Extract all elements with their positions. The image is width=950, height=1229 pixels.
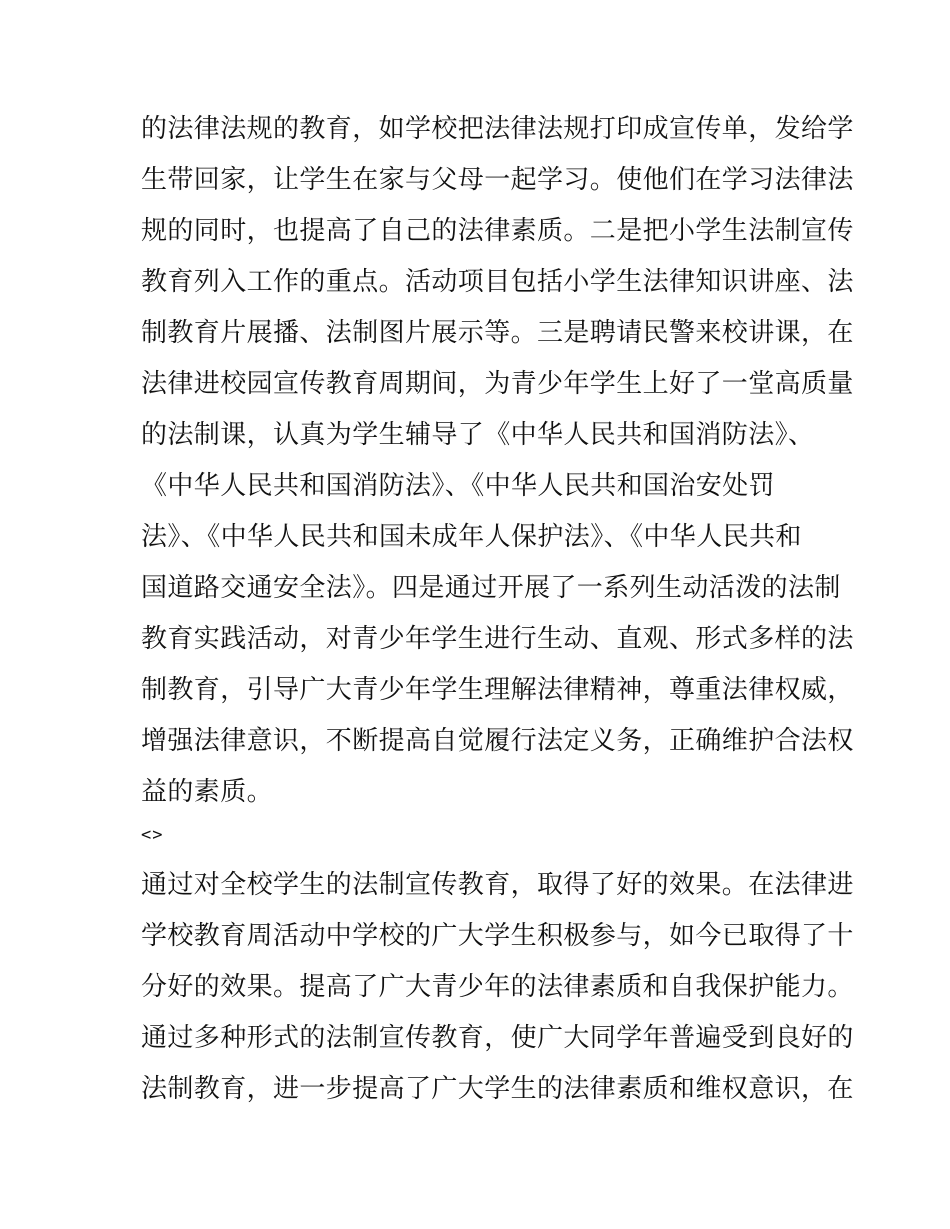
paragraph-1-line: 《中华人民共和国消防法》、《中华人民共和国治安处罚 xyxy=(141,471,776,501)
section-separator: <> xyxy=(141,825,164,845)
paragraph-1-line: 规的同时，也提高了自己的法律素质。二是把小学生法制宣传 xyxy=(141,216,854,246)
paragraph-1-line: 的法律法规的教育，如学校把法律法规打印成宣传单，发给学 xyxy=(141,114,854,144)
paragraph-2-line: 学校教育周活动中学校的广大学生积极参与，如今已取得了十 xyxy=(141,921,854,951)
paragraph-1-line: 教育列入工作的重点。活动项目包括小学生法律知识讲座、法 xyxy=(141,267,854,297)
paragraph-1-line: 的法制课，认真为学生辅导了《中华人民共和国消防法》、 xyxy=(141,420,815,450)
paragraph-2-line: 法制教育，进一步提高了广大学生的法律素质和维权意识，在 xyxy=(141,1074,854,1104)
paragraph-2-line: 分好的效果。提高了广大青少年的法律素质和自我保护能力。 xyxy=(141,972,854,1002)
paragraph-1-line: 国道路交通安全法》。四是通过开展了一系列生动活泼的法制 xyxy=(141,573,841,603)
paragraph-1-line: 增强法律意识，不断提高自觉履行法定义务，正确维护合法权 xyxy=(141,726,854,756)
paragraph-2-line: 通过多种形式的法制宣传教育，使广大同学年普遍受到良好的 xyxy=(141,1023,854,1053)
paragraph-1-line: 制教育，引导广大青少年学生理解法律精神，尊重法律权威， xyxy=(141,675,854,705)
paragraph-2-line: 通过对全校学生的法制宣传教育，取得了好的效果。在法律进 xyxy=(141,870,854,900)
paragraph-1-line: 制教育片展播、法制图片展示等。三是聘请民警来校讲课，在 xyxy=(141,318,854,348)
paragraph-1-line: 法律进校园宣传教育周期间，为青少年学生上好了一堂高质量 xyxy=(141,369,854,399)
paragraph-1-line: 益的素质。 xyxy=(141,777,274,807)
paragraph-1-line: 生带回家，让学生在家与父母一起学习。使他们在学习法律法 xyxy=(141,165,854,195)
paragraph-1-line: 法》、《中华人民共和国未成年人保护法》、《中华人民共和 xyxy=(141,522,802,552)
paragraph-1-line: 教育实践活动，对青少年学生进行生动、直观、形式多样的法 xyxy=(141,624,854,654)
